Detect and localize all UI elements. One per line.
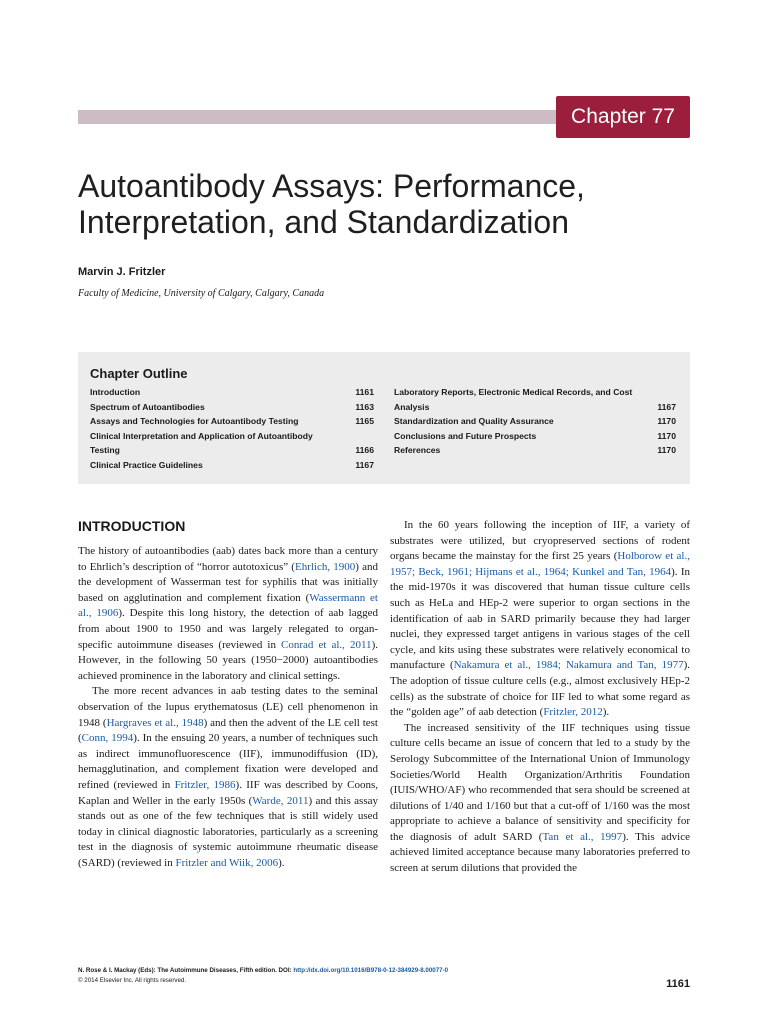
outline-item-page: 1167 [657, 401, 676, 412]
outline-item[interactable] [90, 458, 374, 473]
book-citation: N. Rose & I. Mackay (Eds): The Autoimmune Diseases, Fifth edition. DOI: [78, 967, 294, 974]
citation-link[interactable]: Fritzler and Wiik, 2006 [175, 856, 279, 869]
paragraph-text: ). IIF was described by Coons, Kaplan and Weller in the early 1950s ( [78, 778, 378, 807]
outline-item-page: 1170 [657, 416, 676, 426]
outline-item-page: 1170 [657, 445, 676, 455]
chapter-header-bar [78, 110, 556, 124]
citation-link[interactable]: Warde, 2011 [252, 794, 309, 807]
title-line-1: Autoantibody Assays: Performance, [78, 168, 585, 204]
body-paragraph [78, 544, 378, 684]
paragraph-text: ). [278, 856, 285, 869]
outline-item-page: 1165 [355, 416, 374, 426]
citation-link[interactable]: Wassermann et al., 1906 [78, 591, 378, 620]
body-paragraph [390, 518, 690, 721]
outline-item[interactable] [90, 443, 374, 458]
paragraph-text: ). In the mid-1970s it was discovered that human tissue culture cells such as HeLa and HEp-2 were superior to organ sections in the identification of aab in SARD primarily because they had larger nuclei, they expressed target antigens in various stages of the cell cycle, and kits using these substrates were relatively economical to manufacture ( [390, 565, 690, 672]
chapter-label: Chapter 77 [556, 96, 690, 138]
citation-link[interactable]: Fritzler, 1986 [174, 778, 236, 791]
outline-item-page: 1163 [355, 401, 374, 412]
paragraph-text: ) and the development of Wasserman test for syphilis that was initially based on agglutination and complement fixation ( [78, 560, 378, 604]
article-title [78, 168, 698, 240]
paragraph-text: The history of autoantibodies (aab) dates back more than a century to Ehrlich’s description of “horror autotoxicus” ( [78, 545, 378, 573]
outline-item-page: 1170 [657, 430, 676, 441]
paragraph-text: ). The adoption of tissue culture cells (e.g., almost exclusively HEp-2 cells) as the substrate of choice for IIF led to what some regard as the “golden age” of aab detection ( [390, 659, 690, 719]
outline-item[interactable] [394, 385, 676, 400]
citation-link[interactable]: Hargraves et al., 1948 [106, 716, 204, 729]
citation-link[interactable]: Holborow et al., 1957; Beck, 1961; Hijmans et al., 1964; Kunkel and Tan, 1964 [390, 550, 690, 578]
outline-item-page: 1167 [355, 459, 374, 470]
outline-item[interactable] [394, 400, 676, 415]
citation-link[interactable]: Conn, 1994 [81, 732, 134, 745]
paragraph-text: In the 60 years following the inception of IIF, a variety of substrates were utilized, but cryopreserved sections of rodent organs became the mainstay for the first 25 years ( [390, 519, 690, 563]
chapter-outline-right-column [394, 385, 676, 458]
citation-link[interactable]: Conrad et al., 2011 [281, 638, 372, 651]
outline-item-label: Clinical Practice Guidelines [90, 459, 203, 470]
doi-link[interactable]: http://dx.doi.org/10.1016/B978-0-12-384929-8.00077-0 [293, 967, 449, 974]
outline-item[interactable] [90, 385, 374, 400]
author-affiliation: Faculty of Medicine, University of Calgary, Calgary, Canada [78, 288, 325, 299]
citation-link[interactable]: Ehrlich, 1900 [294, 560, 356, 573]
outline-item-label: Introduction [90, 387, 141, 397]
paragraph-text: ). In the ensuing 20 years, a number of techniques such as indirect immunofluorescence (IIF), immunodiffusion (ID), hemagglutination, and complement fixation were developed and refined (reviewed in [78, 732, 378, 791]
body-column-left [78, 518, 378, 871]
chapter-outline-title: Chapter Outline [90, 366, 188, 381]
paragraph-text: ). [602, 706, 610, 719]
paragraph-text: ) and this assay stands out as one of the few techniques that is still widely used today in clinical diagnostic laboratories, particularly as a screening test in the diagnosis of systemic autoimmune rheumatic disease (SARD) (reviewed in [78, 794, 378, 869]
chapter-outline-box [78, 352, 690, 484]
citation-link[interactable]: Fritzler, 2012 [543, 706, 603, 719]
section-heading-introduction: INTRODUCTION [78, 518, 186, 534]
outline-item[interactable] [90, 429, 374, 444]
paragraph-text: The more recent advances in aab testing dates to the seminal observation of the lupus erythematosus (LE) cell phenomenon in 1948 ( [78, 685, 378, 729]
outline-item[interactable] [394, 443, 676, 458]
outline-item[interactable] [394, 429, 676, 444]
title-line-2: Interpretation, and Standardization [78, 204, 569, 240]
outline-item-label: Testing [90, 445, 120, 455]
citation-link[interactable]: Tan et al., 1997 [542, 830, 623, 843]
outline-item-page: 1161 [355, 387, 374, 397]
outline-item-label: Analysis [394, 401, 430, 412]
outline-item-label: References [394, 445, 441, 455]
page-number: 1161 [666, 978, 690, 990]
paragraph-text: ). Despite this long history, the detection of aab lagged from about 1900 to 1950 and was largely relegated to organ-specific autoimmune diseases (reviewed in [78, 607, 378, 651]
chapter-outline-left-column [90, 385, 374, 472]
outline-item[interactable] [90, 400, 374, 415]
outline-item-page: 1166 [355, 445, 374, 455]
footnote [78, 966, 548, 986]
body-paragraph [78, 684, 378, 871]
citation-link[interactable]: Nakamura et al., 1984; Nakamura and Tan, 1977 [453, 659, 684, 672]
paragraph-text: The increased sensitivity of the IIF techniques using tissue culture cells became an issue of concern that led to a study by the Serology Subcommittee of the International Union of Immunology Societies/World Health Organization/Arthritis Foundation (IUIS/WHO/AF) who recommended that sera should be screened at dilutions of 1/40 and 1/160 but that a cut-off of 1/160 was the most appropriate to achieve a balance of sensitivity and specificity for the diagnosis of adult SARD ( [390, 721, 690, 843]
outline-item-label: Assays and Technologies for Autoantibody Testing [90, 416, 299, 426]
paragraph-text: ). This advice achieved limited acceptance because many laboratories preferred to screen at serum dilutions that provided the [390, 830, 690, 875]
outline-item-label: Standardization and Quality Assurance [394, 416, 554, 426]
body-column-right [390, 518, 690, 877]
footnote-citation [78, 966, 548, 976]
outline-item-label: Clinical Interpretation and Application of Autoantibody [90, 430, 313, 441]
outline-item-label: Conclusions and Future Prospects [394, 430, 537, 441]
paragraph-text: ). However, in the following 50 years (1950−2000) autoantibodies achieved prominence in the laboratory and clinical settings. [78, 638, 378, 682]
body-paragraph [390, 721, 690, 877]
outline-item[interactable] [90, 414, 374, 429]
author-name: Marvin J. Fritzler [78, 266, 166, 278]
paragraph-text: ) and then the advent of the LE cell test ( [78, 716, 378, 745]
copyright-notice: © 2014 Elsevier Inc. All rights reserved. [78, 977, 187, 984]
outline-item-label: Spectrum of Autoantibodies [90, 401, 205, 412]
outline-item-label: Laboratory Reports, Electronic Medical Records, and Cost [394, 387, 633, 397]
outline-item[interactable] [394, 414, 676, 429]
